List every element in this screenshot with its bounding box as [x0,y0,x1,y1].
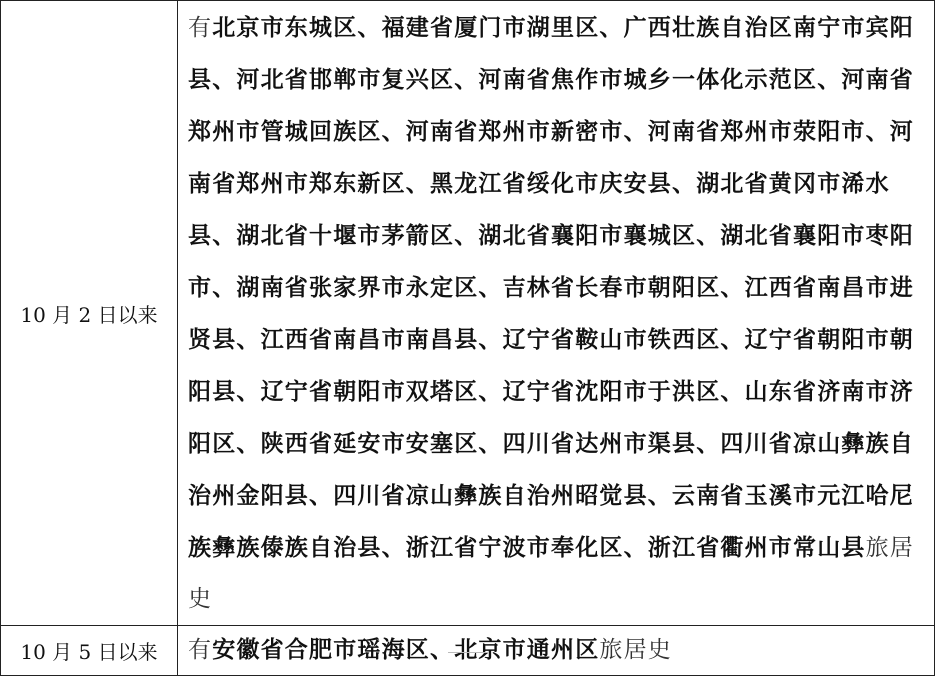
places-text: 安徽省合肥市瑶海区、北京市通州区 [212,636,600,663]
prefix-text: 有 [188,637,213,663]
places-text: 北京市东城区、福建省厦门市湖里区、广西壮族自治区南宁市宾阳县、河北省邯郸市复兴区、河南省焦作市城乡一体化示范区、河南省郑州市管城回族区、河南省郑州市新密市、河南省郑州市荥阳市、河南省郑州市郑东新区、黑龙江省绥化市庆安县、湖北省黄冈市浠水县、湖北省十堰市茅箭区、湖北省襄阳市襄城区、湖北省襄阳市枣阳市、湖南省张家界市永定区、吉林省长春市朝阳区、江西省南昌市进贤县、江西省南昌市南昌县、辽宁省鞍山市铁西区、辽宁省朝阳市朝阳县、辽宁省朝阳市双塔区、辽宁省沈阳市于洪区、山东省济南市济阳区、陕西省延安市安塞区、四川省达州市渠县、四川省凉山彝族自治州金阳县、四川省凉山彝族自治州昭觉县、云南省玉溪市元江哈尼族彝族傣族自治县、浙江省宁波市奉化区、浙江省衢州市常山县 [188,14,915,561]
date-text: 10 月 5 日以来 [20,640,158,664]
date-cell [1,626,178,676]
suffix-text: 旅居史 [599,637,673,663]
date-cell [1,1,178,626]
date-text: 10 月 2 日以来 [20,302,158,327]
table-row [1,1,935,626]
places-cell [178,626,935,676]
table-row [1,626,935,676]
prefix-text: 有 [188,15,213,41]
suffix-text: 旅居史 [188,535,915,612]
places-cell [178,1,935,626]
